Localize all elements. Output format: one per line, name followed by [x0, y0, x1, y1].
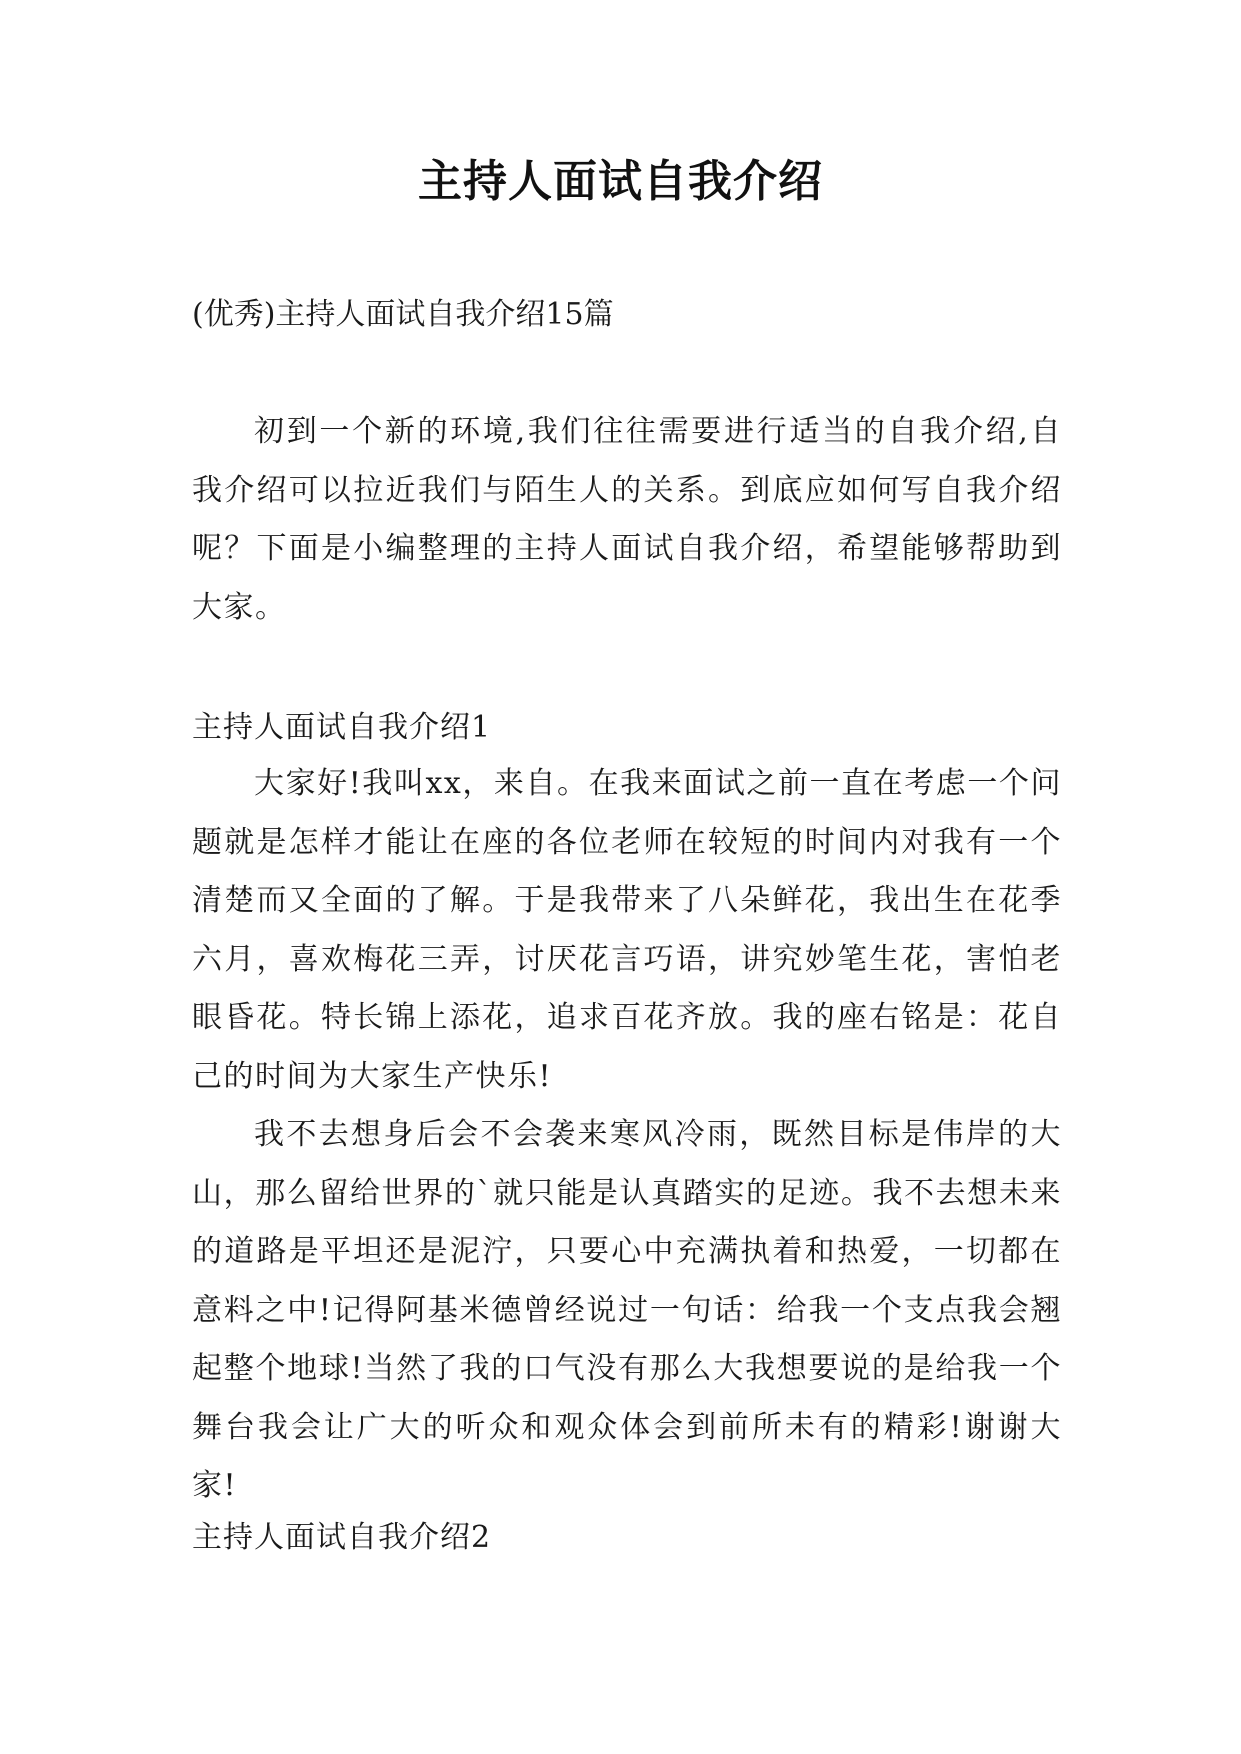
section-heading-1: 主持人面试自我介绍1	[192, 710, 492, 745]
section-heading-2: 主持人面试自我介绍2	[192, 1520, 492, 1555]
section-1-paragraph-2: 我不去想身后会不会袭来寒风冷雨，既然目标是伟岸的大山，那么留给世界的`就只能是认真踏实的足迹。我不去想未来的道路是平坦还是泥泞，只要心中充满执着和热爱，一切都在意料之中!记得阿基米德曾经说过一句话：给我一个支点我会翘起整个地球!当然了我的口气没有那么大我想要说的是给我一个舞台我会让广大的听众和观众体会到前所未有的精彩!谢谢大家!	[192, 1117, 1062, 1503]
intro-paragraph: 初到一个新的环境,我们往往需要进行适当的自我介绍,自我介绍可以拉近我们与陌生人的关系。到底应如何写自我介绍呢？下面是小编整理的主持人面试自我介绍，希望能够帮助到大家。	[192, 414, 1062, 625]
section-1-paragraph-1: 大家好!我叫xx，来自。在我来面试之前一直在考虑一个问题就是怎样才能让在座的各位老师在较短的时间内对我有一个清楚而又全面的了解。于是我带来了八朵鲜花，我出生在花季六月，喜欢梅花三弄，讨厌花言巧语，讲究妙笔生花，害怕老眼昏花。特长锦上添花，追求百花齐放。我的座右铭是：花自己的时间为大家生产快乐!	[192, 766, 1062, 1094]
document-subtitle: (优秀)主持人面试自我介绍15篇	[192, 297, 614, 332]
document-title: 主持人面试自我介绍	[418, 156, 823, 207]
